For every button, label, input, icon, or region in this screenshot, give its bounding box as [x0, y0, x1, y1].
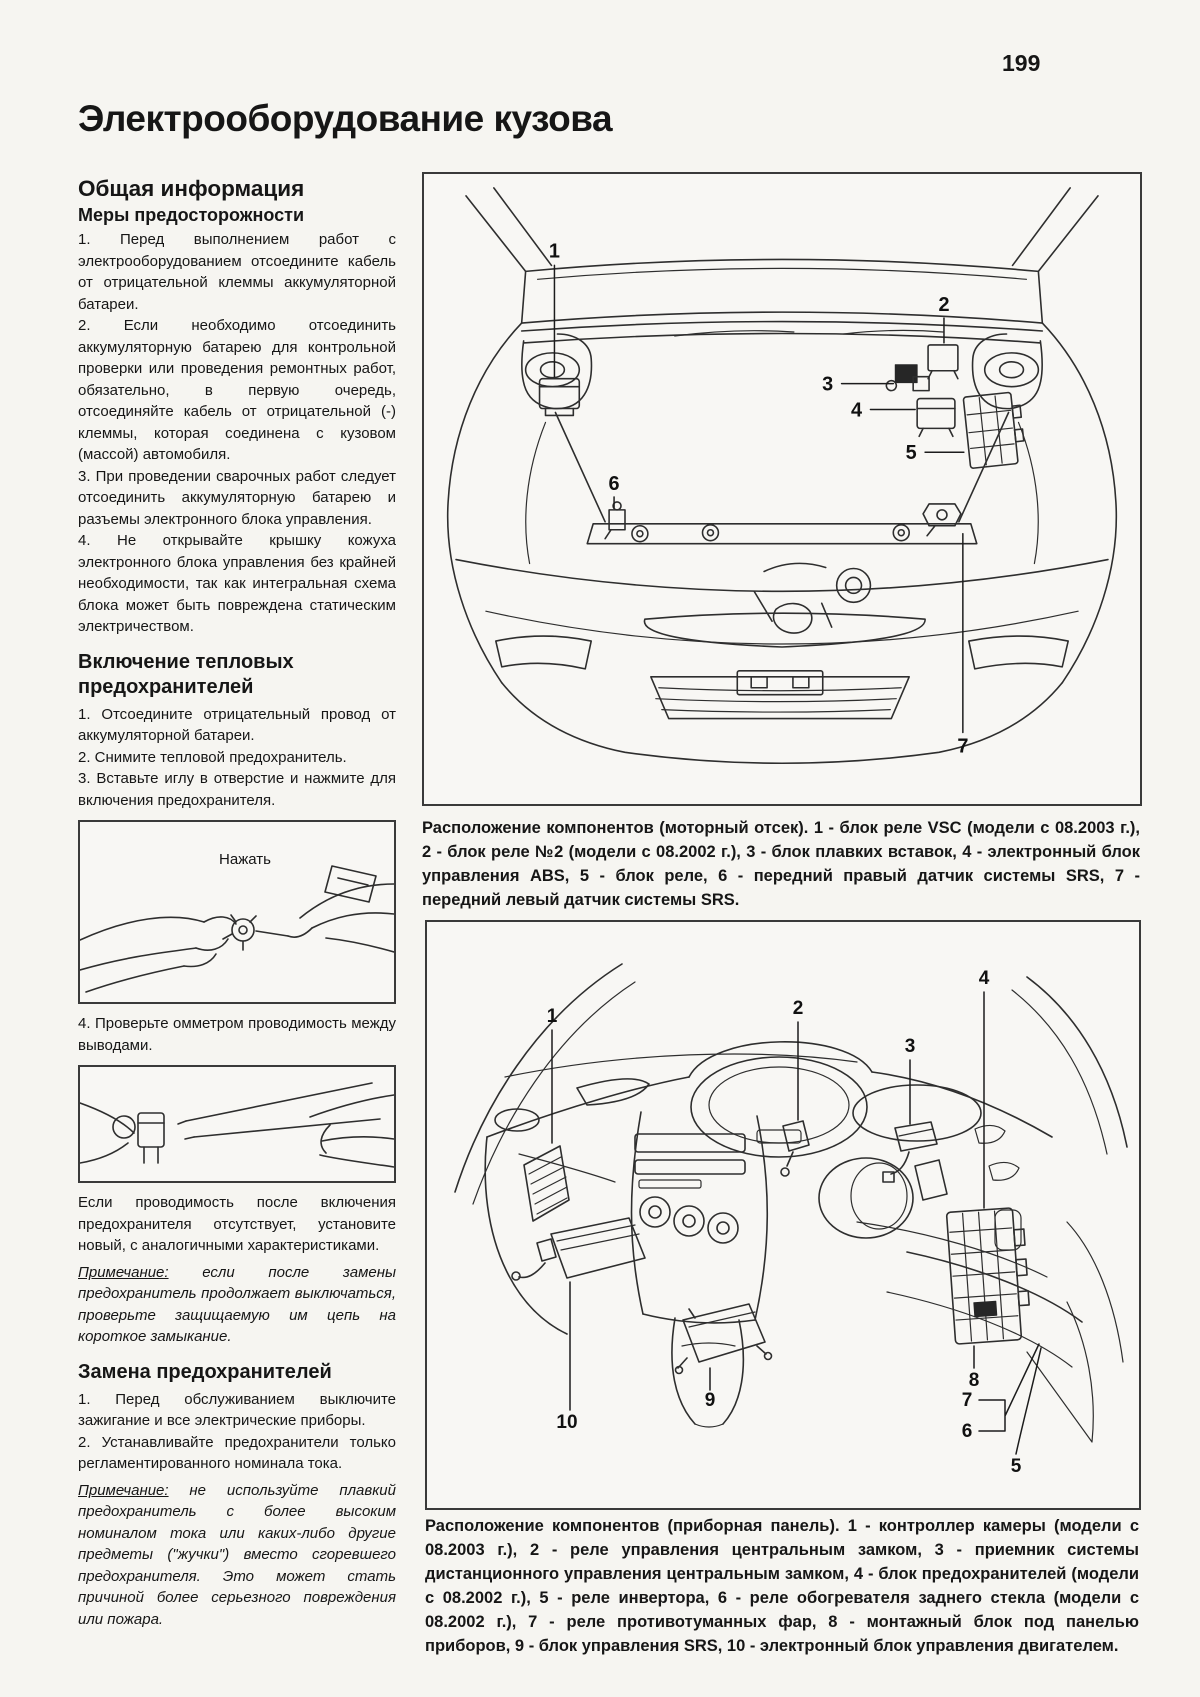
note-label: Примечание:	[78, 1481, 169, 1499]
fuse-part	[223, 915, 256, 950]
dashboard-figure	[425, 920, 1141, 1510]
dash-callout-5: 5	[1010, 1456, 1022, 1477]
fusible-link-block	[886, 365, 929, 391]
thermal-item: 2. Снимите тепловой предохранитель.	[78, 748, 347, 766]
right-hand-lines	[256, 866, 394, 952]
upper-grille	[644, 613, 925, 647]
instrument-cluster-pod	[691, 1057, 867, 1157]
dash-callout-10: 10	[556, 1412, 578, 1433]
ohmmeter-drawing	[80, 1067, 394, 1181]
hand-lines	[80, 1095, 394, 1167]
dash-callout-9: 9	[704, 1390, 716, 1411]
dash-callout-4: 4	[978, 968, 990, 989]
engine-callout-2: 2	[938, 294, 950, 317]
engine-bay-parts	[754, 563, 870, 633]
hood-outline	[522, 259, 1043, 323]
note-replace	[78, 1480, 396, 1631]
abs-control-unit	[917, 399, 955, 437]
dash-callout-6: 6	[961, 1421, 973, 1442]
precaution-item: 1. Перед выполнением работ с электрооборудованием отсоедините кабель от отрицательной клеммы аккумуляторной батареи.	[78, 231, 396, 313]
fuse-under-test	[113, 1113, 164, 1163]
central-lock-relay	[781, 1121, 809, 1176]
precaution-item: 2. Если необходимо отсоединить аккумуляторную батарею для контрольной проверки или проведения ремонтных работ, обязательно, в первую очередь, отсоединяйте кабель от отрицательной (-) клеммы, которая соединена с кузовом (массой) автомобиля.	[78, 317, 396, 464]
dash-callout-3: 3	[904, 1036, 916, 1057]
left-dash-details	[495, 1079, 649, 1182]
press-fuse-drawing	[80, 822, 394, 1002]
thermal-item: 3. Вставьте иглу в отверстие и нажмите для включения предохранителя.	[78, 770, 396, 809]
engine-figure-caption: Расположение компонентов (моторный отсек). 1 - блок реле VSC (модели с 08.2003 г.), 2 - блок реле №2 (модели с 08.2002 г.), 3 - блок плавких вставок, 4 - электронный блок управления ABS, 5 - блок реле, 6 - передний правый датчик системы SRS, 7 - передний левый датчик системы SRS.	[422, 819, 1140, 909]
lower-grille	[651, 677, 909, 719]
left-hand-lines	[80, 917, 236, 992]
note-label: Примечание:	[78, 1263, 169, 1281]
engine-compartment-drawing	[424, 174, 1140, 804]
vsc-relay-block	[540, 379, 580, 416]
srs-front-left-sensor	[923, 504, 961, 536]
page-title: Электрооборудование кузова	[78, 98, 613, 139]
engine-control-unit	[512, 1218, 645, 1280]
probe-lines	[178, 1083, 380, 1139]
engine-callout-4: 4	[851, 399, 863, 422]
center-stack	[632, 1112, 768, 1323]
dashboard-drawing	[427, 922, 1139, 1508]
engine-callout-7: 7	[957, 735, 969, 758]
replace-item: 2. Устанавливайте предохранители только регламентированного номинала тока.	[78, 1433, 396, 1473]
thermal-fuses-heading: Включение тепловых предохранителей	[78, 650, 294, 698]
fog-lamp-recesses	[496, 636, 1068, 669]
front-fascia	[456, 560, 1108, 764]
dash-callout-1: 1	[546, 1006, 558, 1027]
cowl-lines	[522, 322, 1043, 343]
precautions-heading: Меры предосторожности	[78, 204, 305, 225]
engine-compartment-figure	[422, 172, 1142, 806]
note-thermal	[78, 1262, 396, 1348]
left-column	[78, 176, 396, 1630]
ohmmeter-check-illustration	[78, 1065, 396, 1183]
thermal-item: Если проводимость после включения предохранителя отсутствует, установите новый, с аналогичными характеристиками.	[78, 1194, 396, 1255]
srs-front-right-sensor	[605, 502, 625, 539]
engine-callout-6: 6	[608, 472, 620, 495]
press-label: Нажать	[219, 851, 271, 869]
press-fuse-illustration	[78, 820, 396, 1004]
dash-callout-leaders	[552, 992, 1041, 1454]
engine-callout-5: 5	[905, 442, 917, 465]
note-text: если после замены предохранитель продолжает выключаться, проверьте защищаемую им цепь на короткое замыкание.	[78, 1263, 396, 1346]
thermal-item: 1. Отсоедините отрицательный провод от аккумуляторной батареи.	[78, 705, 396, 745]
dashboard-figure-caption: Расположение компонентов (приборная панель). 1 - контроллер камеры (модели с 08.2003 г.), 2 - реле управления центральным замком, 3 - приемник системы дистанционного управления центральным замком, 4 - блок предохранителей (модели с 08.2002 г.), 5 - реле инвертора, 6 - реле обогревателя заднего стекла (модели с 08.2002 г.), 7 - реле противотуманных фар, 8 - монтажный блок под панелью приборов, 9 - блок управления SRS, 10 - электронный блок управления двигателем.	[425, 1517, 1139, 1655]
fuse-replacement-heading: Замена предохранителей	[78, 1360, 332, 1383]
dash-callout-7: 7	[961, 1390, 973, 1411]
relay-block-5	[963, 391, 1026, 468]
general-info-heading: Общая информация	[78, 176, 305, 201]
srs-control-unit	[676, 1304, 772, 1374]
precaution-item: 4. Не открывайте крышку кожуха электронного блока управления без крайней необходимости, так как интегральная схема блока может быть повреждена статическим электричеством.	[78, 532, 396, 636]
precaution-item: 3. При проведении сварочных работ следует отсоединить аккумуляторную батарею и разъемы электронного блока управления.	[78, 467, 396, 528]
page-number: 199	[1002, 50, 1041, 76]
replace-item: 1. Перед обслуживанием выключите зажигание и все электрические приборы.	[78, 1390, 396, 1430]
dash-callout-2: 2	[792, 998, 804, 1019]
dash-callout-8: 8	[968, 1370, 980, 1391]
radiator-support	[555, 412, 1008, 543]
engine-callout-3: 3	[822, 373, 834, 396]
thermal-item: 4. Проверьте омметром проводимость между выводами.	[78, 1015, 396, 1054]
remote-lock-receiver	[883, 1122, 937, 1182]
note-text: не используйте плавкий предохранитель с более высоким номиналом тока или каких-либо другие предметы ("жучки") вместо сгоревшего предохранителя. Это может стать причиной более серьезного повреждения или пожара.	[78, 1481, 396, 1628]
relay-block-2	[928, 345, 958, 379]
engine-callout-1: 1	[548, 240, 560, 263]
